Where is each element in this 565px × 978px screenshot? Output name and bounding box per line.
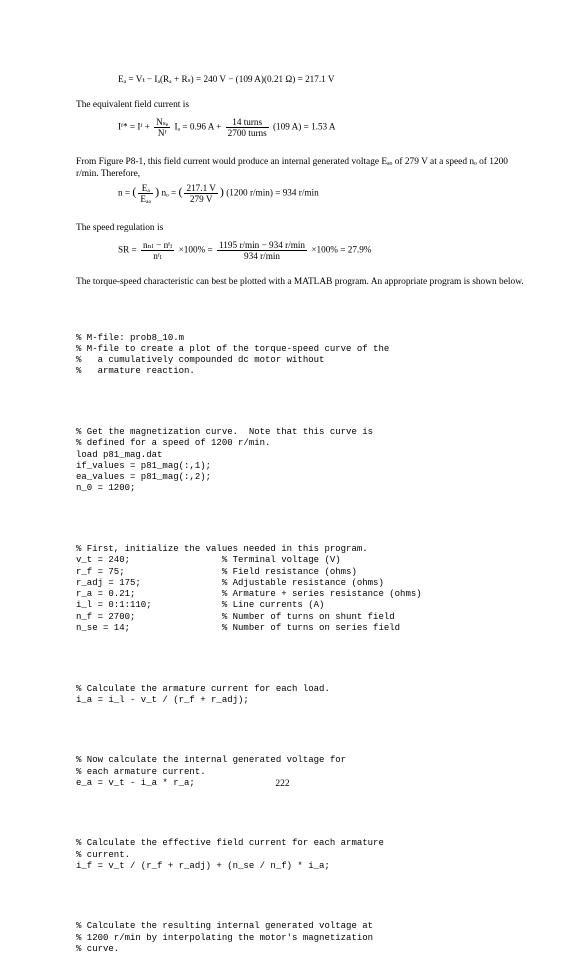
code-block: % M-file: prob8_10.m % M-file to create a plot of the torque-speed curve of the % a cumulatively compounded dc motor without % armature reaction. bbox=[76, 332, 390, 377]
turns-ratio-fraction bbox=[154, 117, 170, 138]
code-block: % Now calculate the internal generated voltage for % each armature current. e_a = v_t - i_a * r_a; bbox=[76, 755, 347, 788]
right-paren: ) bbox=[155, 184, 160, 199]
fraction-numerator: Nₛₑ bbox=[156, 117, 169, 127]
paragraph-figure-reference: From Figure P8-1, this field current would produce an internal generated voltage Eₐₒ of 279 V at a speed nₒ of 1200 r/min. Therefore, bbox=[76, 157, 508, 179]
fraction-numerator: Eₐ bbox=[138, 183, 153, 194]
fraction-numerator: nₙₗ − nᶠₗ bbox=[143, 240, 173, 250]
paragraph-equivalent-field-current: The equivalent field current is bbox=[76, 100, 189, 110]
left-paren: ( bbox=[132, 184, 137, 199]
code-block: % Calculate the resulting internal generated voltage at % 1200 r/min by interpolating the motor's magnetization % curve. bbox=[76, 921, 374, 955]
fraction-denominator: 934 r/min bbox=[244, 251, 281, 261]
eq4-rhs: ×100% = 27.9% bbox=[311, 244, 372, 255]
right-paren: ) bbox=[219, 184, 224, 199]
code-block: % Calculate the armature current for each load. i_a = i_l - v_t / (r_f + r_adj); bbox=[76, 683, 330, 705]
fraction-numerator: 217.1 V bbox=[186, 183, 216, 193]
fraction-denominator: Eₐₒ bbox=[140, 194, 152, 204]
fraction-numerator: 1195 r/min − 934 r/min bbox=[219, 240, 306, 250]
speed-equation bbox=[118, 183, 319, 204]
voltage-value-fraction bbox=[184, 183, 217, 204]
fraction-denominator: 279 V bbox=[189, 194, 213, 204]
eq2-middle: Iₐ = 0.96 A + bbox=[174, 121, 222, 132]
voltage-ratio-fraction bbox=[138, 183, 153, 204]
eq2-rhs: (109 A) = 1.53 A bbox=[272, 121, 336, 132]
eq4-middle: ×100% = bbox=[178, 244, 213, 255]
matlab-code-listing bbox=[76, 310, 536, 978]
paragraph-matlab-intro: The torque-speed characteristic can best be plotted with a MATLAB program. An appropriate program is shown below. bbox=[76, 277, 524, 287]
turns-value-fraction bbox=[226, 117, 269, 138]
page-number: 222 bbox=[275, 779, 290, 789]
eq3-middle: nₒ = bbox=[161, 187, 177, 198]
left-paren: ( bbox=[178, 184, 183, 199]
paragraph-speed-regulation: The speed regulation is bbox=[76, 223, 164, 233]
fraction-denominator: nᶠₗ bbox=[153, 251, 163, 261]
fraction-denominator: Nᶠ bbox=[157, 128, 167, 138]
eq3-rhs: (1200 r/min) = 934 r/min bbox=[226, 187, 319, 198]
fraction-numerator: 14 turns bbox=[226, 117, 269, 128]
eq2-lhs: Iᶠ* = Iᶠ + bbox=[118, 121, 150, 132]
eq3-lhs: n = bbox=[118, 187, 131, 198]
code-block: % Calculate the effective field current for each armature % current. i_f = v_t / (r_f + r_adj) + (n_se / n_f) * i_a; bbox=[76, 838, 384, 871]
equation-text: Eₐ = Vₜ − Iₐ(Rₐ + Rₛ) = 240 V − (109 A)(0.21 Ω) = 217.1 V bbox=[118, 74, 335, 84]
sr-symbol-fraction bbox=[141, 240, 174, 261]
code-block: % First, initialize the values needed in this program. v_t = 240; % Terminal voltage (V) r_f = 75; % Field resistance (ohms) r_adj = 175; % Adjustable resistance (ohms) r_a = 0.21; % Armature + series resistance (ohms) i_l = 0:1:110; % Line currents (A) n_f = 2700; % Number of turns on shunt field n_se = 14; % Number of turns on series field bbox=[76, 543, 422, 634]
sr-value-fraction bbox=[217, 240, 307, 261]
field-current-equation bbox=[118, 117, 336, 138]
speed-regulation-equation bbox=[118, 240, 371, 261]
armature-voltage-equation bbox=[118, 74, 335, 85]
fraction-denominator: 2700 turns bbox=[227, 128, 267, 138]
code-block: % Get the magnetization curve. Note that this curve is % defined for a speed of 1200 r/min. load p81_mag.dat if_values = p81_mag(:,1); ea_values = p81_mag(:,2); n_0 = 1200; bbox=[76, 426, 374, 494]
eq4-lhs: SR = bbox=[118, 244, 137, 255]
